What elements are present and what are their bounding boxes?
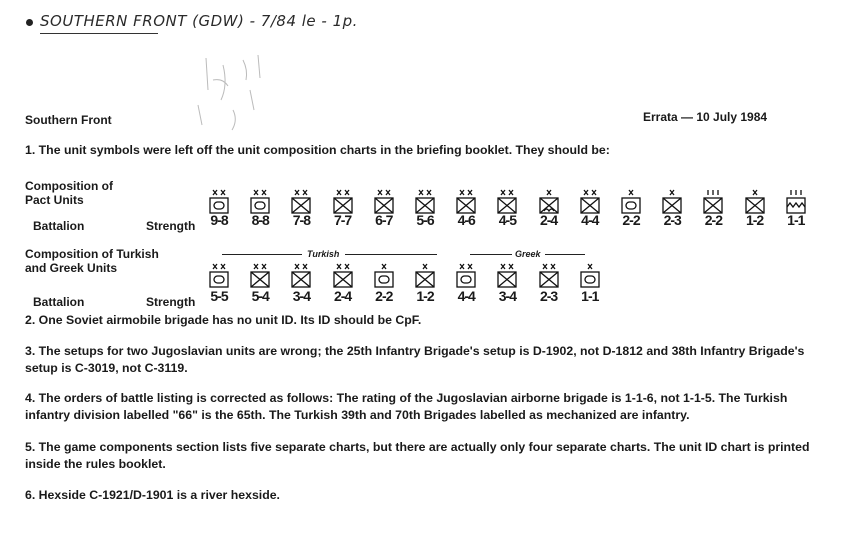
unit-strength: 2-4 bbox=[333, 288, 352, 304]
errata-date: Errata — 10 July 1984 bbox=[643, 110, 768, 124]
unit-strength: 4-4 bbox=[457, 288, 475, 304]
unit-strength: 4-5 bbox=[498, 212, 516, 228]
unit-strength: 2-2 bbox=[375, 288, 393, 304]
unit-strength: 6-7 bbox=[375, 212, 393, 228]
unit-strength: 2-3 bbox=[663, 212, 681, 228]
unit-strength: 2-3 bbox=[539, 288, 558, 304]
turkgreek-strength-label: Strength bbox=[146, 295, 196, 309]
inf-unit-symbol-icon bbox=[248, 262, 272, 290]
unit-strength: 5-4 bbox=[251, 288, 269, 304]
greek-rule-right bbox=[545, 254, 585, 255]
bullet-mark bbox=[26, 19, 33, 26]
mech-unit-symbol-icon bbox=[372, 262, 396, 290]
unit-strength: 4-6 bbox=[457, 212, 475, 228]
inf-unit-symbol-icon bbox=[331, 262, 355, 290]
pact-battalion-label: Battalion bbox=[33, 219, 85, 233]
unit-strength: 2-2 bbox=[622, 212, 640, 228]
item-5: 5. The game components section lists five separate charts, but there are actually only four separate charts. The unit ID chart is printed inside the rules booklet. bbox=[25, 440, 810, 471]
item-2: 2. One Soviet airmobile brigade has no unit ID. Its ID should be CpF. bbox=[25, 313, 422, 327]
pact-title bbox=[25, 179, 113, 207]
unit-strength: 7-8 bbox=[292, 212, 310, 228]
unit-strength: 5-5 bbox=[210, 288, 228, 304]
unit-strength: 7-7 bbox=[333, 212, 352, 228]
greek-rule-left bbox=[470, 254, 512, 255]
mech-unit-symbol-icon bbox=[578, 262, 602, 290]
handwritten-underline bbox=[40, 33, 158, 34]
turkish-rule-right bbox=[345, 254, 437, 255]
turkish-rule-left bbox=[222, 254, 302, 255]
unit-strength: 9-8 bbox=[210, 212, 228, 228]
inf-unit-symbol-icon bbox=[289, 262, 313, 290]
item-3: 3. The setups for two Jugoslavian units are wrong; the 25th Infantry Brigade's setup is D-1902, not D-1812 and 38th Infantry Brigade's setup is C-3019, not C-3119. bbox=[25, 344, 805, 375]
pact-strength-label: Strength bbox=[146, 219, 196, 233]
inf-unit-symbol-icon bbox=[495, 262, 519, 290]
item-4: 4. The orders of battle listing is corrected as follows: The rating of the Jugoslavian airborne brigade is 1-1-6, not 1-1-5. The Turkish infantry division labelled "66" is the 65th. The Turkish 39th and 70th Brigades labelled as mechanized are infantry. bbox=[25, 391, 788, 422]
pencil-smudge bbox=[188, 50, 283, 135]
turkgreek-title-line1: Composition of Turkish bbox=[25, 247, 159, 261]
unit-strength: 3-4 bbox=[498, 288, 516, 304]
mech-unit-symbol-icon bbox=[207, 262, 231, 290]
greek-group-label: Greek bbox=[515, 249, 541, 259]
unit-strength: 1-2 bbox=[745, 212, 764, 228]
item-6: 6. Hexside C-1921/D-1901 is a river hexside. bbox=[25, 488, 280, 502]
document-title: Southern Front bbox=[25, 113, 112, 127]
mech-unit-symbol-icon bbox=[454, 262, 478, 290]
unit-strength: 8-8 bbox=[251, 212, 269, 228]
unit-strength: 1-1 bbox=[787, 212, 805, 228]
unit-strength: 4-4 bbox=[581, 212, 599, 228]
turkgreek-battalion-label: Battalion bbox=[33, 295, 85, 309]
turkgreek-title bbox=[25, 247, 159, 275]
unit-strength: 1-1 bbox=[581, 288, 599, 304]
item-1: 1. The unit symbols were left off the unit composition charts in the briefing booklet. They should be: bbox=[25, 143, 610, 157]
turkish-group-label: Turkish bbox=[307, 249, 340, 259]
unit-strength: 5-6 bbox=[416, 212, 434, 228]
unit-strength: 1-2 bbox=[416, 288, 434, 304]
unit-strength: 2-4 bbox=[539, 212, 558, 228]
pact-title-line1: Composition of bbox=[25, 179, 113, 193]
turkgreek-title-line2: and Greek Units bbox=[25, 261, 118, 275]
inf-unit-symbol-icon bbox=[537, 262, 561, 290]
handwritten-note: SOUTHERN FRONT (GDW) - 7/84 le - 1p. bbox=[40, 12, 358, 30]
unit-strength: 3-4 bbox=[292, 288, 310, 304]
inf-unit-symbol-icon bbox=[413, 262, 437, 290]
pact-title-line2: Pact Units bbox=[25, 193, 84, 207]
unit-strength: 2-2 bbox=[704, 212, 722, 228]
